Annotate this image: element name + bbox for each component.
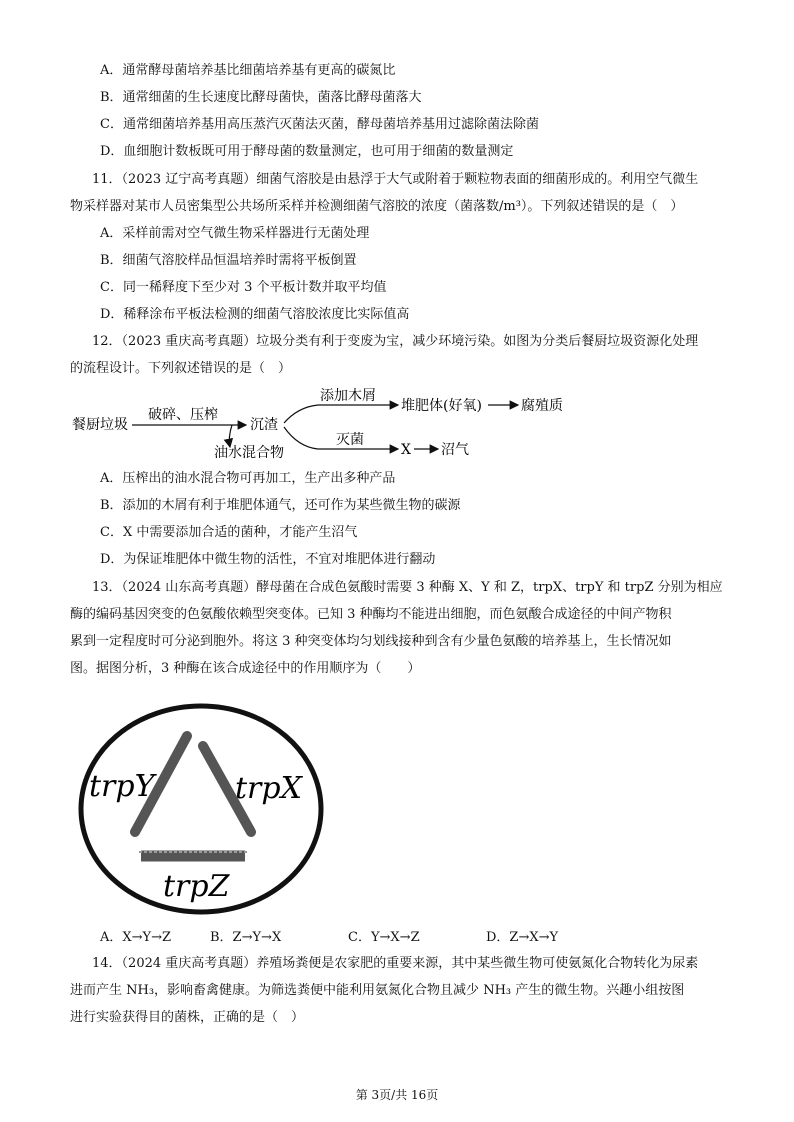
q13-stem-line-3: 累到一定程度时可分泌到胞外。将这 3 种突变体均匀划线接种到含有少量色氨酸的培养基上，生长情况如 [70,634,672,649]
q13-option-d: D．Z→X→Y [486,930,559,945]
q14-stem-line-1: 14．（2024 重庆高考真题）养殖场粪便是农家肥的重要来源，其中某些微生物可使氨氮化合物转化为尿素 [92,956,699,971]
q14-stem-line-3: 进行实验获得目的菌株，正确的是（ ） [70,1010,305,1025]
label-trpZ: trpZ [163,869,230,904]
flow-sediment-label: 沉渣 [250,417,278,433]
q12-stem-line-2: 的流程设计。下列叙述错误的是（ ） [70,361,292,376]
q10-option-b: B．通常细菌的生长速度比酵母菌快，菌落比酵母菌落大 [100,90,422,105]
flow-arrow-oil [229,425,232,447]
label-trpY: trpY [89,769,155,804]
q11-stem-line-1: 11．（2023 辽宁高考真题）细菌气溶胶是由悬浮于大气或附着于颗粒物表面的细菌形成的。利用空气微生 [92,172,699,187]
flow-add-label: 添加木屑 [320,388,376,404]
flow-biogas-label: 沼气 [441,442,469,458]
q13-option-c: C．Y→X→Z [348,930,420,945]
flow-compost-label: 堆肥体(好氧) [401,398,482,414]
page-footer: 第 3页/共 16页 [355,1088,439,1102]
q11-option-a: A．采样前需对空气微生物采样器进行无菌处理 [100,226,370,241]
q11-option-d: D．稀释涂布平板法检测的细菌气溶胶浓度比实际值高 [100,307,410,322]
q10-option-d: D．血细胞计数板既可用于酵母菌的数量测定，也可用于细菌的数量测定 [100,144,514,159]
flow-sterilize-label: 灭菌 [336,432,364,448]
q13-option-b: B．Z→Y→X [210,930,282,945]
q13-stem-line-4: 图。据图分析，3 种酶在该合成途径中的作用顺序为（ ） [70,661,421,676]
q13-petri-dish [75,700,335,920]
q11-option-c: C．同一稀释度下至少对 3 个平板计数并取平均值 [100,280,387,295]
q12-option-a: A．压榨出的油水混合物可再加工，生产出多种产品 [100,471,396,486]
flow-humus-label: 腐殖质 [521,398,563,414]
q11-option-b: B．细菌气溶胶样品恒温培养时需将平板倒置 [100,253,357,268]
q14-stem-line-2: 进而产生 NH₃，影响畜禽健康。为筛选粪便中能利用氨氮化合物且减少 NH₃ 产生的微生物。兴趣小组按图 [70,983,685,998]
q12-flow-diagram [60,385,620,465]
q13-stem-line-2: 酶的编码基因突变的色氨酸依赖型突变体。已知 3 种酶均不能进出细胞，而色氨酸合成途径的中间产物积 [70,607,672,622]
q12-option-d: D．为保证堆肥体中微生物的活性，不宜对堆肥体进行翻动 [100,552,436,567]
flow-oil-label: 油水混合物 [214,445,284,461]
q13-option-a: A．X→Y→Z [100,930,172,945]
q10-option-c: C．通常细菌培养基用高压蒸汽灭菌法灭菌，酵母菌培养基用过滤除菌法除菌 [100,117,539,132]
flow-crush-label: 破碎、压榨 [148,407,218,423]
q12-option-c: C．X 中需要添加合适的菌种，才能产生沼气 [100,525,358,540]
label-trpX: trpX [235,771,302,806]
q13-stem-line-1: 13．（2024 山东高考真题）酵母菌在合成色氨酸时需要 3 种酶 X、Y 和 Z，trpX、trpY 和 trpZ 分别为相应 [92,580,723,595]
q10-option-a: A．通常酵母菌培养基比细菌培养基有更高的碳氮比 [100,63,396,78]
flow-start-label: 餐厨垃圾 [72,417,128,433]
flow-x-label: X [401,442,411,458]
q12-option-b: B．添加的木屑有利于堆肥体通气，还可作为某些微生物的碳源 [100,498,461,513]
q12-stem-line-1: 12．（2023 重庆高考真题）垃圾分类有利于变废为宝，减少环境污染。如图为分类后餐厨垃圾资源化处理 [92,334,699,349]
flow-arrow-compost [284,405,398,423]
q11-stem-line-2: 物采样器对某市人员密集型公共场所采样并检测细菌气溶胶的浓度（菌落数/m³）。下列叙述错误的是（ ） [70,199,684,214]
